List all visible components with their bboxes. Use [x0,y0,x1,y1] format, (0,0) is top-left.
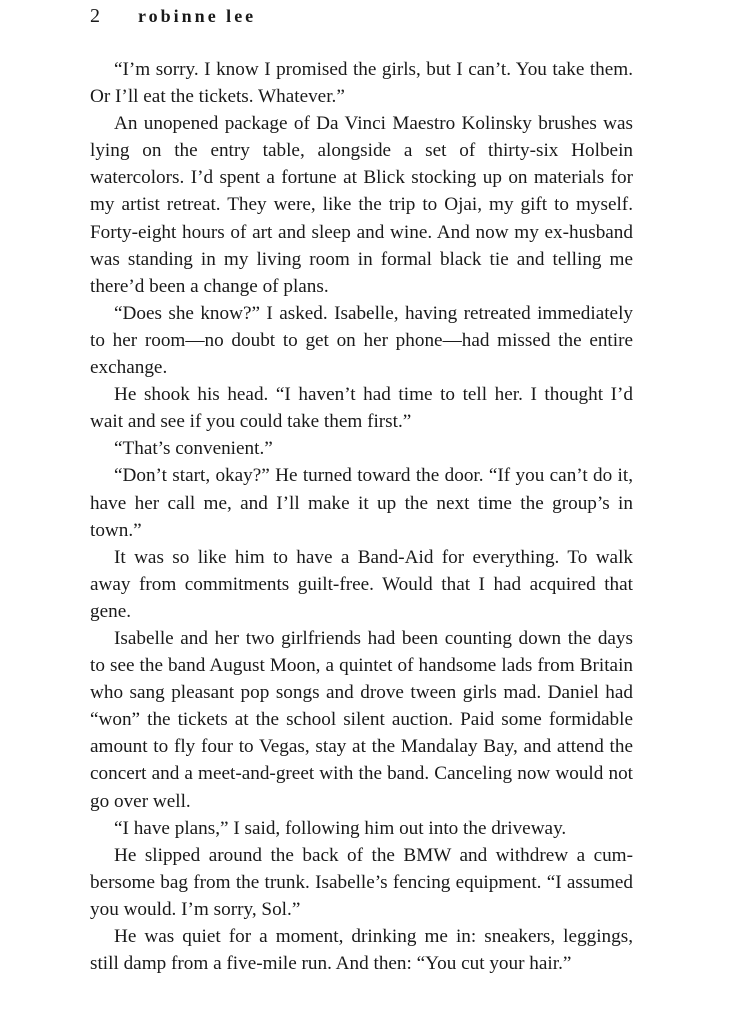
page-number: 2 [90,5,100,27]
paragraph: It was so like him to have a Band-Aid for everything. To walk away from commitments guilt-free. Would that I had acquired that gene. [90,546,633,622]
paragraph: He shook his head. “I haven’t had time to tell her. I thought I’d wait and see if you could take them first.” [90,384,633,433]
paragraph: An unopened package of Da Vinci Maestro Kolinsky brushes was lying on the entry table, alongside a set of thirty-six Holbein watercolors. I’d spent a fortune at Blick stocking up on materials for my artist retreat. They were, like the trip to Ojai, my gift to myself. Forty-eight hours of art and sleep and wine. And now my ex-husband was standing in my living room in formal black tie and telling me there’d been a change of plans. [90,113,633,297]
paragraph: “I’m sorry. I know I promised the girls, but I can’t. You take them. Or I’ll eat the tickets. Whatever.” [90,59,633,108]
paragraph: “Does she know?” I asked. Isabelle, having retreated immediately to her room—no doubt to get on her phone—had missed the entire exchange. [90,302,633,379]
paragraph: “Don’t start, okay?” He turned toward the door. “If you can’t do it, have her call me, and I’ll make it up the next time the group’s in town.” [90,465,633,541]
paragraph: “That’s convenient.” [114,438,273,460]
running-head-author: robinne lee [138,6,257,26]
paragraph: Isabelle and her two girlfriends had been counting down the days to see the band August Moon, a quintet of handsome lads from Britain who sang pleasant pop songs and drove tween girls mad. Daniel had “won” the tickets at the school silent auction. Paid some formidable amount to fly four to Vegas, stay at the Mandalay Bay, and attend the concert and a meet-and-greet with the band. Canceling now would not go over well. [90,627,633,812]
body-text [90,56,633,977]
paragraph: “I have plans,” I said, following him out into the driveway. [114,817,567,839]
paragraph: He slipped around the back of the BMW and withdrew a cumbersome bag from the trunk. Isabelle’s fencing equipment. “I assumed you would. I’m sorry, Sol.” [90,844,633,920]
paragraph: He was quiet for a moment, drinking me in: sneakers, leggings, still damp from a five-mile run. And then: “You cut your hair.” [90,926,633,975]
running-head [90,3,256,29]
